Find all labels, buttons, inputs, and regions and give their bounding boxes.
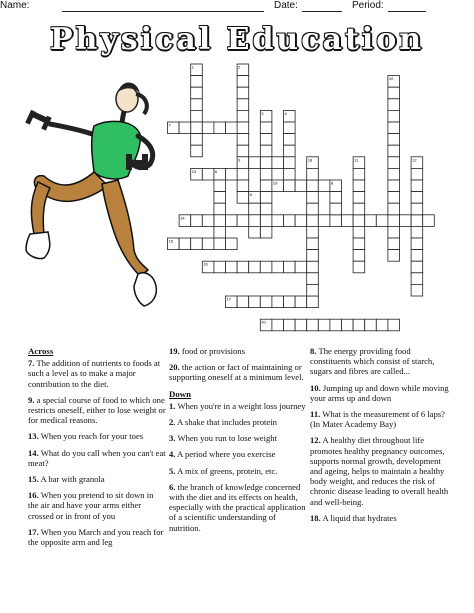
grid-cell[interactable] (307, 203, 319, 215)
date-label: Date: (274, 0, 298, 11)
grid-number: 11 (354, 157, 359, 163)
grid-cell[interactable] (214, 192, 226, 204)
grid-cell[interactable] (284, 157, 296, 169)
grid-number: 5 (249, 192, 252, 198)
grid-cell[interactable] (388, 238, 400, 250)
clues-column-2 (169, 346, 306, 539)
grid-cell[interactable] (260, 215, 272, 227)
grid-cell[interactable] (191, 134, 203, 146)
clue-across-7: 7. The addition of nutrients to foods at such a level as to make a major contribution to the diet. (28, 358, 161, 389)
grid-cell[interactable] (353, 238, 365, 250)
grid-cell[interactable] (411, 250, 423, 262)
grid-cell[interactable] (284, 134, 296, 146)
grid-cell[interactable] (388, 226, 400, 238)
grid-cell[interactable] (388, 134, 400, 146)
clue-down-8: 8. The energy providing food constituents which consist of starch, sugars and fibres are called... (310, 346, 435, 377)
grid-cell[interactable] (388, 250, 400, 262)
grid-cell[interactable] (214, 238, 226, 250)
grid-number: 6 (214, 168, 218, 174)
grid-cell[interactable] (202, 238, 214, 250)
grid-cell[interactable] (365, 319, 377, 331)
grid-cell[interactable] (307, 261, 319, 273)
grid-cell[interactable] (307, 284, 319, 296)
grid-cell[interactable] (226, 215, 238, 227)
grid-cell[interactable] (388, 157, 400, 169)
grid-cell[interactable] (214, 122, 226, 134)
grid-cell[interactable] (179, 238, 191, 250)
grid-cell[interactable] (237, 76, 249, 88)
grid-cell[interactable] (237, 122, 249, 134)
grid-cell[interactable] (191, 215, 203, 227)
grid-cell[interactable] (237, 168, 249, 180)
grid-cell[interactable] (388, 87, 400, 99)
grid-cell[interactable] (284, 180, 296, 192)
grid-cell[interactable] (353, 180, 365, 192)
clue-down-6: 6. the branch of knowledge concerned with the diet and its effects on health, especially with the practical application of a scientific understanding of nutrition. (169, 481, 306, 533)
grid-cell[interactable] (411, 284, 423, 296)
grid-cell[interactable] (307, 296, 319, 308)
grid-cell[interactable] (226, 168, 238, 180)
grid-cell[interactable] (284, 122, 296, 134)
grid-cell[interactable] (249, 215, 261, 227)
grid-number: 18 (307, 157, 313, 163)
grid-cell[interactable] (388, 168, 400, 180)
grid-cell[interactable] (307, 180, 319, 192)
grid-cell[interactable] (260, 122, 272, 134)
grid-cell[interactable] (284, 168, 296, 180)
grid-cell[interactable] (411, 168, 423, 180)
grid-cell[interactable] (353, 319, 365, 331)
grid-cell[interactable] (353, 203, 365, 215)
grid-cell[interactable] (191, 145, 203, 157)
grid-cell[interactable] (202, 168, 214, 180)
clue-down-4: 4. A period where you exercise (169, 449, 276, 460)
grid-cell[interactable] (260, 168, 272, 180)
clue-down-3: 3. When you run to lose weight (169, 433, 277, 444)
grid-cell[interactable] (295, 180, 307, 192)
grid-cell[interactable] (237, 134, 249, 146)
grid-cell[interactable] (411, 261, 423, 273)
grid-cell[interactable] (260, 226, 272, 238)
clue-across-20: 20. the action or fact of maintaining or supporting oneself at a minimum level. (169, 362, 304, 383)
grid-cell[interactable] (330, 215, 342, 227)
grid-number: 3 (261, 110, 264, 116)
grid-cell[interactable] (284, 215, 296, 227)
grid-cell[interactable] (237, 110, 249, 122)
grid-cell[interactable] (260, 192, 272, 204)
grid-cell[interactable] (318, 319, 330, 331)
grid-number: 15 (168, 238, 173, 244)
grid-cell[interactable] (191, 76, 203, 88)
grid-cell[interactable] (307, 273, 319, 285)
clues-column-3 (310, 346, 450, 529)
clue-down-11: 11. What is the measurement of 6 laps? (In Mater Academy Bay) (310, 409, 445, 430)
grid-cell[interactable] (295, 296, 307, 308)
grid-cell[interactable] (307, 238, 319, 250)
grid-number: 8 (330, 180, 334, 186)
grid-cell[interactable] (260, 296, 272, 308)
grid-number: 9 (238, 157, 241, 163)
grid-cell[interactable] (388, 110, 400, 122)
grid-cell[interactable] (191, 110, 203, 122)
grid-cell[interactable] (330, 203, 342, 215)
clues-column-1 (28, 346, 166, 553)
grid-cell[interactable] (353, 226, 365, 238)
grid-cell[interactable] (307, 168, 319, 180)
grid-cell[interactable] (353, 261, 365, 273)
grid-cell[interactable] (318, 215, 330, 227)
page-title: Physical Education (49, 22, 425, 57)
grid-cell[interactable] (284, 261, 296, 273)
grid-cell[interactable] (295, 261, 307, 273)
clue-down-18: 18. A liquid that hydrates (310, 512, 397, 523)
clue-across-9: 9. a special course of food to which one restricts oneself, either to lose weight or for medical reasons. (28, 394, 166, 426)
grid-cell[interactable] (214, 203, 226, 215)
clue-across-16: 16. When you pretend to sit down in the air and have your arms either crossed or in front of you (28, 490, 154, 521)
grid-cell[interactable] (237, 215, 249, 227)
grid-cell[interactable] (342, 215, 354, 227)
grid-cell[interactable] (295, 215, 307, 227)
grid-cell[interactable] (202, 122, 214, 134)
across-heading: Across (28, 346, 54, 356)
grid-cell[interactable] (330, 192, 342, 204)
grid-number: 2 (238, 64, 241, 70)
grid-cell[interactable] (260, 157, 272, 169)
grid-cell[interactable] (237, 145, 249, 157)
grid-cell[interactable] (411, 215, 423, 227)
grid-number: 19 (272, 180, 278, 186)
grid-cell[interactable] (260, 145, 272, 157)
grid-cell[interactable] (411, 238, 423, 250)
grid-cell[interactable] (191, 238, 203, 250)
grid-cell[interactable] (353, 168, 365, 180)
grid-cell[interactable] (388, 215, 400, 227)
grid-cell[interactable] (284, 296, 296, 308)
clue-across-14: 14. What do you call when you can't eat meat? (28, 447, 166, 468)
grid-cell[interactable] (342, 319, 354, 331)
grid-cell[interactable] (388, 192, 400, 204)
grid-cell[interactable] (295, 319, 307, 331)
grid-cell[interactable] (307, 250, 319, 262)
grid-number: 16 (203, 261, 208, 267)
grid-cell[interactable] (249, 296, 261, 308)
grid-cell[interactable] (376, 319, 388, 331)
grid-cell[interactable] (388, 319, 400, 331)
grid-cell[interactable] (318, 180, 330, 192)
grid-cell[interactable] (237, 296, 249, 308)
grid-cell[interactable] (237, 99, 249, 111)
grid-cell[interactable] (284, 319, 296, 331)
clue-across-15: 15. A bar with granola (28, 474, 105, 485)
grid-cell[interactable] (226, 122, 238, 134)
down-heading: Down (169, 388, 191, 399)
grid-cell[interactable] (214, 180, 226, 192)
grid-cell[interactable] (411, 192, 423, 204)
name-label: Name: (0, 0, 30, 11)
grid-cell[interactable] (307, 319, 319, 331)
grid-cell[interactable] (353, 215, 365, 227)
grid-number: 20 (261, 319, 266, 325)
grid-number: 1 (191, 64, 194, 70)
grid-cell[interactable] (214, 261, 226, 273)
clue-across-19: 19. food or provisions (169, 346, 245, 356)
grid-cell[interactable] (388, 145, 400, 157)
grid-number: 17 (226, 296, 231, 302)
grid-number: 12 (412, 157, 417, 163)
grid-cell[interactable] (249, 157, 261, 169)
grid-cell[interactable] (202, 215, 214, 227)
grid-cell[interactable] (249, 226, 261, 238)
grid-cell[interactable] (191, 122, 203, 134)
grid-cell[interactable] (272, 319, 284, 331)
grid-cell[interactable] (284, 145, 296, 157)
period-label: Period: (352, 0, 384, 11)
grid-cell[interactable] (191, 99, 203, 111)
grid-cell[interactable] (365, 215, 377, 227)
grid-cell[interactable] (388, 99, 400, 111)
clue-down-12: 12. A healthy diet throughout life promotes healthy pregnancy outcomes, supports normal growth, development and ageing, helps to maintain a healthy body weight, and reduces the risk of chronic disease leading to overall health and well-being. (310, 435, 449, 507)
grid-cell[interactable] (388, 203, 400, 215)
grid-cell[interactable] (237, 261, 249, 273)
grid-cell[interactable] (376, 215, 388, 227)
clue-down-2: 2. A shake that includes protein (169, 417, 277, 428)
grid-cell[interactable] (307, 192, 319, 204)
grid-cell[interactable] (272, 261, 284, 273)
grid-cell[interactable] (307, 215, 319, 227)
grid-cell[interactable] (423, 215, 435, 227)
grid-number: 10 (388, 76, 394, 82)
grid-cell[interactable] (237, 87, 249, 99)
clue-down-5: 5. A mix of greens, protein, etc. (169, 465, 278, 476)
grid-cell[interactable] (272, 215, 284, 227)
clue-down-1: 1. When you're in a weight loss journey (169, 400, 306, 411)
grid-number: 14 (180, 215, 185, 221)
grid-cell[interactable] (226, 238, 238, 250)
grid-cell[interactable] (330, 319, 342, 331)
grid-cell[interactable] (307, 226, 319, 238)
grid-cell[interactable] (411, 180, 423, 192)
grid-cell[interactable] (237, 192, 249, 204)
grid-cell[interactable] (411, 273, 423, 285)
grid-cell[interactable] (400, 215, 412, 227)
grid-number: 13 (191, 168, 197, 174)
grid-cell[interactable] (353, 250, 365, 262)
grid-cell[interactable] (249, 203, 261, 215)
grid-cell[interactable] (411, 203, 423, 215)
grid-cell[interactable] (260, 261, 272, 273)
grid-cell[interactable] (214, 215, 226, 227)
grid-cell[interactable] (237, 180, 249, 192)
grid-cell[interactable] (272, 157, 284, 169)
grid-cell[interactable] (260, 134, 272, 146)
grid-cell[interactable] (411, 226, 423, 238)
clue-across-13: 13. When you reach for your toes (28, 431, 144, 442)
grid-cell[interactable] (214, 226, 226, 238)
clue-down-10: 10. Jumping up and down while moving your arms up and down (310, 382, 449, 403)
grid-cell[interactable] (353, 192, 365, 204)
grid-number: 7 (168, 122, 171, 128)
clue-across-17: 17. When you March and you reach for the opposite arm and leg (28, 526, 164, 548)
grid-cell[interactable] (388, 180, 400, 192)
grid-cell[interactable] (388, 122, 400, 134)
grid-cell[interactable] (260, 180, 272, 192)
grid-cell[interactable] (191, 87, 203, 99)
grid-cell[interactable] (249, 261, 261, 273)
grid-cell[interactable] (226, 261, 238, 273)
grid-cell[interactable] (272, 296, 284, 308)
grid-cell[interactable] (179, 122, 191, 134)
grid-number: 4 (284, 110, 287, 116)
grid-cell[interactable] (260, 203, 272, 215)
